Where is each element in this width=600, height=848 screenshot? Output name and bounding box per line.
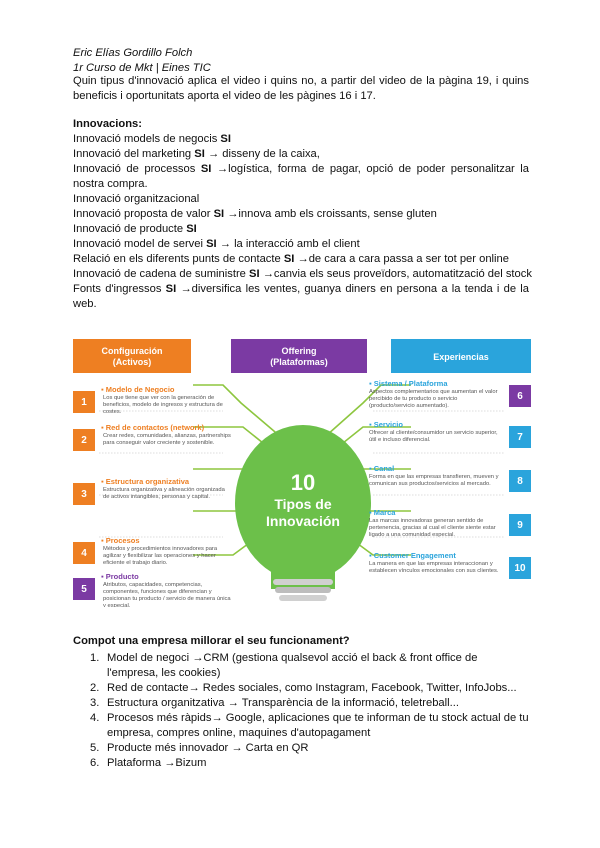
innovation-line	[73, 252, 529, 267]
item-number-badge: 2	[73, 429, 95, 451]
innovation-types-infographic	[73, 333, 531, 607]
innovation-flag: SI	[165, 283, 177, 295]
innovation-type: Innovació de processos	[73, 163, 201, 175]
item-description: Los que tiene que ver con la generación de beneficios, modelo de ingresos y estructura de costes.	[103, 395, 223, 415]
item-number-badge: 8	[509, 470, 531, 492]
innovation-detail: → la interacció amb el client	[216, 238, 360, 250]
item-label: ▪ Servicio	[369, 420, 403, 429]
item-label: ▪ Marca	[369, 508, 396, 517]
item-description: Ofrecer al cliente/consumidor un servicio superior, útil e incluso diferencial.	[369, 430, 498, 443]
innovation-type: Innovació models de negocis	[73, 133, 221, 145]
improve-item-text: Plataforma →Bizum	[107, 757, 207, 769]
innovation-line	[73, 132, 529, 147]
improve-item	[90, 696, 530, 711]
bulb-thread-2	[275, 587, 331, 593]
item-number-badge: 1	[73, 391, 95, 413]
bulb-thread-3	[279, 595, 327, 601]
innovation-detail: →de cara a cara passa a ser tot per online	[294, 253, 509, 265]
innovation-line	[73, 237, 529, 252]
innovation-flag: SI	[200, 163, 212, 175]
innovation-type: Innovació de cadena de suministre	[73, 268, 250, 280]
author-name: Eric Elías Gordillo Folch	[73, 47, 193, 59]
improve-item-number: 6.	[90, 757, 100, 769]
innovation-type: Innovació del marketing	[73, 148, 195, 160]
improve-item	[90, 756, 530, 771]
innovation-line	[73, 282, 529, 312]
innovation-flag: SI	[220, 133, 231, 145]
innovation-type: Innovació model de servei	[73, 238, 207, 250]
item-description: Forma en que las empresas transfieren, mueven y comunican sus productos/servicios al mercado.	[369, 474, 499, 487]
innovation-flag: SI	[194, 148, 205, 160]
improve-item	[90, 711, 530, 741]
improve-item-number: 4.	[90, 712, 100, 724]
item-number-badge: 7	[509, 426, 531, 448]
improve-heading: Compot una empresa millorar el seu funcionament?	[73, 635, 350, 647]
improve-item-text: Producte més innovador → Carta en QR	[107, 742, 309, 754]
improve-item-number: 5.	[90, 742, 100, 754]
innovation-type: Fonts d'ingressos	[73, 283, 166, 295]
item-number-badge: 9	[509, 514, 531, 536]
course-name: 1r Curso de Mkt | Eines TIC	[73, 62, 211, 74]
improve-item-text: Red de contacte→ Redes sociales, como Instagram, Facebook, Twitter, InfoJobs...	[107, 682, 517, 694]
item-description: Crear redes, comunidades, alianzas, partnerships para conseguir valor creciente y sostenible.	[103, 433, 231, 446]
innovation-flag: SI	[249, 268, 260, 280]
item-label: ▪ Modelo de Negocio	[101, 385, 175, 394]
item-description: Estructura organizativa y alineación organizada de activos intangibles, personas y capital.	[103, 487, 225, 500]
header-experiencias: Experiencias	[433, 351, 489, 362]
header-configuracion: Configuración (Activos)	[101, 346, 163, 367]
improve-item	[90, 651, 530, 681]
item-label: ▪ Customer Engagement	[369, 551, 456, 560]
improve-item	[90, 741, 530, 756]
innovation-detail: → disseny de la caixa,	[204, 148, 320, 160]
innovation-flag: SI	[213, 208, 225, 220]
bulb-number: 10	[290, 470, 316, 495]
improve-item-text: Procesos més ràpids→ Google, aplicaciones que te informan de tu stock actual de tu empresa, compres online, maquines d'autopagament	[107, 712, 529, 739]
item-label: ▪ Canal	[369, 464, 395, 473]
innovation-type: Innovació de producte	[73, 223, 187, 235]
improve-item-number: 2.	[90, 682, 100, 694]
innovation-flag: SI	[206, 238, 217, 250]
question-paragraph: Quin tipus d'innovació aplica el video i quins no, a partir del video de la pàgina 19, i quins beneficis i oportunitats aporta el video de les pàgines 16 i 17.	[73, 75, 529, 102]
item-description: Atributos, capacidades, competencias, componentes, funciones que diferencian y posicionan tu producto / servicio de manera única y especial.	[103, 582, 231, 607]
innovation-detail: →diversifica les ventes, guanya diners en persona a la tenda i de la web.	[73, 283, 529, 310]
item-label: ▪ Estructura organizativa	[101, 477, 190, 486]
item-number-badge: 10	[509, 557, 531, 579]
innovation-line	[73, 147, 529, 162]
item-description: Métodos y procedimientos innovadores para agilizar y flexibilizar las operaciones y hacer eficiente el trabajo diario.	[103, 546, 218, 566]
innovation-flag: SI	[186, 223, 197, 235]
innovation-type: Innovació organitzacional	[73, 193, 200, 205]
item-label: ▪ Red de contactos (network)	[101, 423, 205, 432]
item-label: ▪ Sistema / Plataforma	[369, 379, 448, 388]
innovation-detail: →logística, forma de pagar, opció de poder personalitzar la nostra compra.	[73, 163, 529, 190]
innovation-line	[73, 267, 532, 282]
improve-list	[90, 651, 530, 771]
innovation-line	[73, 192, 529, 207]
improve-item-text: Estructura organitzativa → Transparència de la informació, teletreball...	[107, 697, 459, 709]
item-number-badge: 3	[73, 483, 95, 505]
item-description: Las marcas innovadoras generan sentido de pertenencia, gracias al cual el cliente siente estar ligado a una comunidad especial.	[369, 518, 496, 538]
improve-item	[90, 681, 530, 696]
improve-item-text: Model de negoci →CRM (gestiona qualsevol acció el back & front office de l'empresa, les cookies)	[107, 652, 478, 679]
item-description: La manera en que las empresas interaccionan y establecen vínculos emocionales con sus clientes.	[369, 561, 499, 574]
item-label: ▪ Procesos	[101, 536, 140, 545]
improve-item-number: 1.	[90, 652, 100, 664]
innovation-flag: SI	[283, 253, 295, 265]
innovation-line	[73, 222, 529, 237]
innovation-line	[73, 162, 529, 192]
bulb-title: Tipos de Innovación	[266, 496, 340, 529]
bulb-thread-1	[273, 579, 333, 585]
item-number-badge: 4	[73, 542, 95, 564]
innovation-type: Innovació proposta de valor	[73, 208, 214, 220]
header-offering: Offering (Plataformas)	[270, 346, 328, 367]
innovations-heading: Innovacions:	[73, 118, 142, 130]
item-description: Aspectos complementarios que aumentan el valor percibido de tu producto o servicio (producto/servicio aumentado).	[369, 389, 498, 409]
innovation-detail: →innova amb els croissants, sense gluten	[224, 208, 437, 220]
improve-item-number: 3.	[90, 697, 100, 709]
item-number-badge: 5	[73, 578, 95, 600]
innovation-line	[73, 207, 529, 222]
innovations-list	[73, 132, 532, 312]
innovation-detail: →canvia els seus proveïdors, automatització del stock	[259, 268, 532, 280]
item-number-badge: 6	[509, 385, 531, 407]
innovation-type: Relació en els diferents punts de contacte	[73, 253, 284, 265]
item-label: ▪ Producto	[101, 572, 139, 581]
